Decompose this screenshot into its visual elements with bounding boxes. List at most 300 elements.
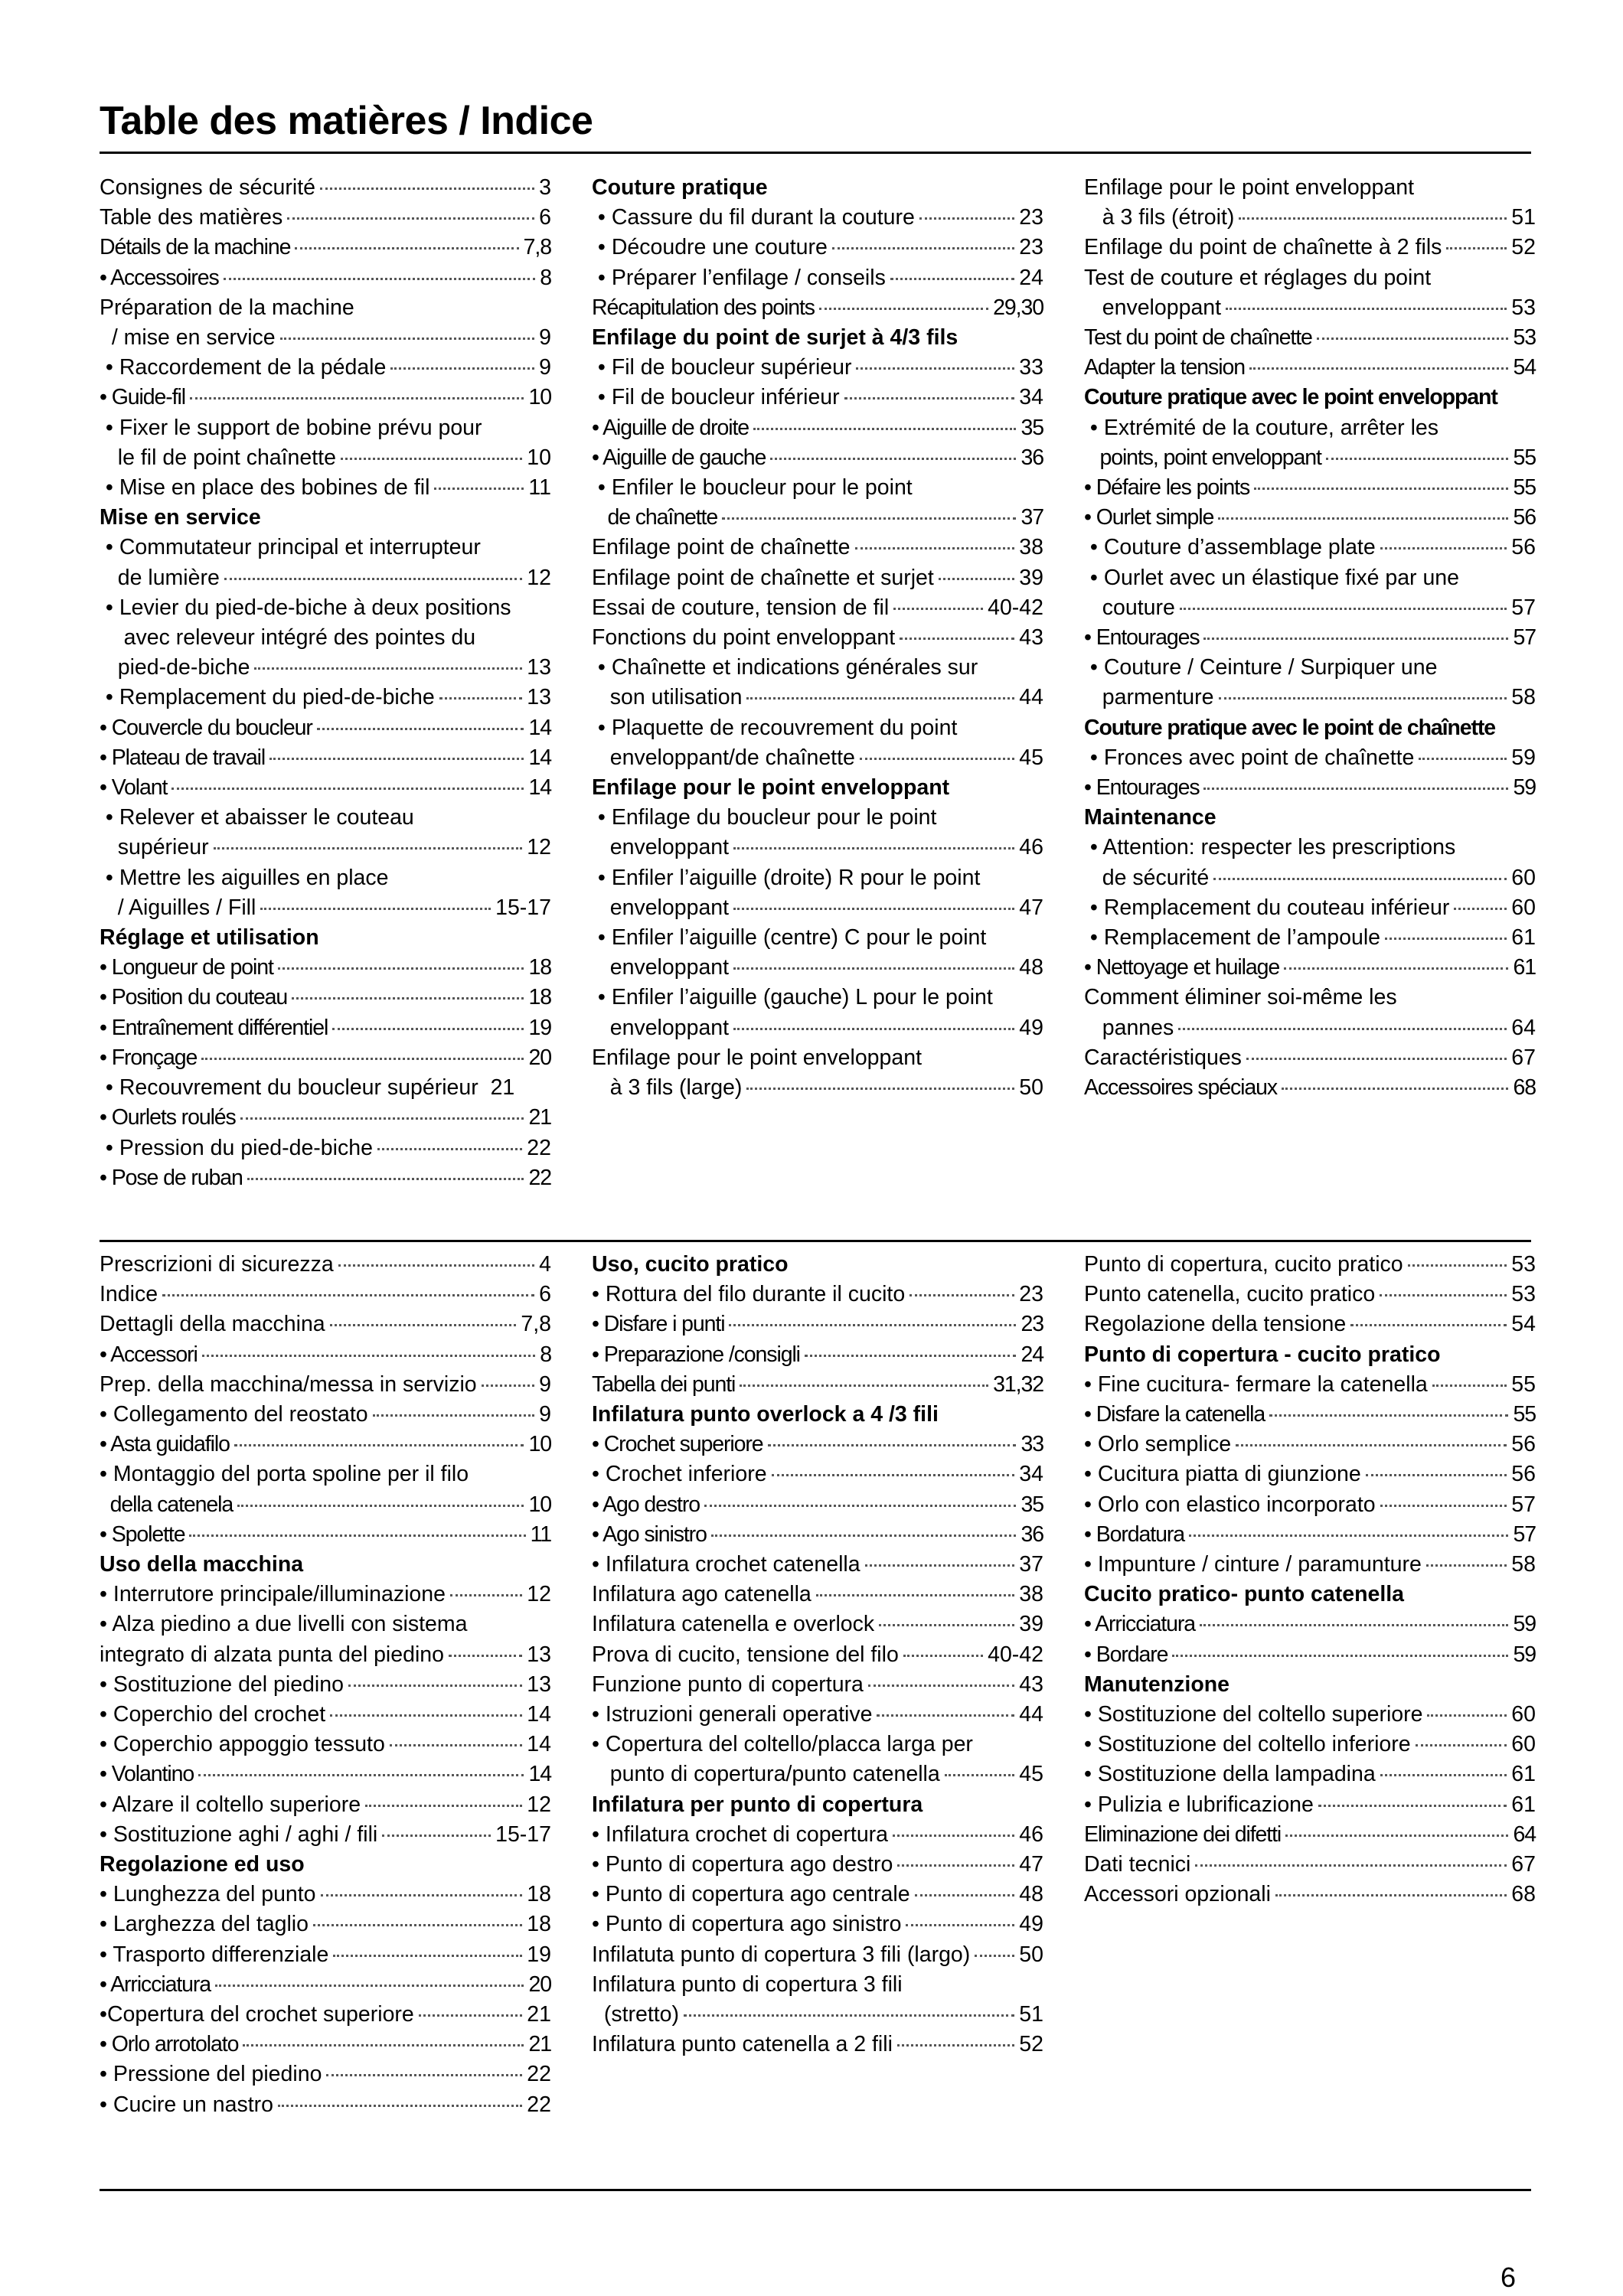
dot-leader	[348, 1684, 522, 1687]
toc-entry-text: • Mise en place des bobines de fil	[100, 475, 430, 501]
toc-page-number: 45	[1019, 1762, 1043, 1787]
toc-entry-text: • Sostituzione del piedino	[100, 1671, 344, 1697]
dot-leader	[1172, 1655, 1508, 1657]
dot-leader	[1427, 1714, 1507, 1717]
toc-entry-text: de chaînette	[592, 505, 718, 530]
toc-entry-text: • Bordare	[1084, 1642, 1168, 1667]
toc-entry-line: • Enfiler l’aiguille (gauche) L pour le point	[592, 985, 993, 1010]
dot-leader	[704, 1505, 1017, 1507]
toc-entry-text: • Nettoyage et huilage	[1084, 955, 1280, 980]
toc-entry-text: • Cucire un nastro	[100, 2092, 273, 2117]
dot-leader	[1318, 1805, 1507, 1807]
toc-section-heading: Maintenance	[1084, 805, 1216, 830]
dot-leader	[317, 728, 524, 730]
dot-leader	[722, 517, 1016, 520]
toc-entry-line: • Fixer le support de bobine prévu pour	[100, 415, 482, 440]
toc-entry	[592, 893, 1043, 923]
toc-entry	[592, 533, 1043, 563]
toc-page-number: 60	[1511, 895, 1536, 920]
toc-entry	[100, 1103, 551, 1133]
toc-entry-text: • Coperchio del crochet	[100, 1702, 326, 1727]
dot-leader	[1219, 697, 1507, 700]
dot-leader	[269, 758, 524, 760]
toc-entry	[100, 1880, 551, 1910]
toc-entry-text: enveloppant/de chaînette	[592, 745, 855, 770]
dot-leader	[1282, 1088, 1508, 1090]
toc-page-number: 68	[1513, 1075, 1536, 1101]
dot-leader	[377, 1148, 522, 1150]
toc-entry	[100, 1133, 551, 1163]
toc-page-number: 20	[528, 1045, 551, 1070]
toc-entry	[592, 1700, 1043, 1730]
dot-leader	[224, 578, 522, 580]
page-title: Table des matières / Indice	[100, 99, 593, 143]
toc-entry	[1084, 323, 1536, 353]
toc-section-heading: Réglage et utilisation	[100, 925, 319, 951]
toc-page-number: 48	[1019, 955, 1043, 980]
toc-entry	[100, 2060, 551, 2089]
toc-page-number: 57	[1511, 1492, 1536, 1517]
dot-leader	[1218, 517, 1508, 520]
toc-entry	[100, 1013, 551, 1043]
toc-entry-text: Punto di copertura, cucito pratico	[1084, 1252, 1403, 1277]
toc-entry-line: • Plaquette de recouvrement du point	[592, 715, 958, 740]
toc-page-number: 53	[1511, 1252, 1536, 1277]
toc-entry-line: • Commutateur principal et interrupteur	[100, 535, 481, 560]
toc-entry	[100, 1309, 551, 1339]
toc-entry-text: supérieur	[100, 835, 209, 860]
toc-page-number: 12	[527, 1792, 551, 1817]
toc-entry-text: enveloppant	[592, 955, 730, 980]
toc-page-number: 13	[527, 1642, 551, 1667]
dot-leader	[816, 1594, 1015, 1596]
toc-entry	[1084, 1520, 1536, 1550]
toc-entry-text: punto di copertura/punto catenella	[592, 1762, 940, 1787]
toc-page-number: 43	[1019, 1671, 1043, 1697]
toc-entry-text: • Fil de boucleur supérieur	[592, 355, 852, 380]
toc-page-number: 14	[528, 1762, 551, 1787]
toc-page-number: 64	[1513, 1821, 1536, 1847]
dot-leader	[733, 847, 1014, 850]
toc-page-number: 12	[527, 1582, 551, 1607]
toc-entry	[592, 743, 1043, 773]
toc-entry	[592, 1520, 1043, 1550]
toc-page-number: 56	[1511, 1432, 1536, 1457]
toc-entry-text: • Accessoires	[100, 265, 219, 290]
toc-entry	[592, 2000, 1043, 2030]
toc-entry-text: Funzione punto di copertura	[592, 1671, 864, 1697]
toc-entry-text: • Crochet superiore	[592, 1432, 763, 1457]
toc-section-heading: Couture pratique avec le point enveloppant	[1084, 385, 1497, 410]
toc-entry	[1084, 923, 1536, 953]
toc-entry-text: • Préparer l’enfilage / conseils	[592, 265, 886, 290]
toc-page-number: 64	[1511, 1015, 1536, 1040]
toc-entry	[100, 1280, 551, 1309]
dot-leader	[1446, 247, 1507, 249]
toc-entry	[100, 1520, 551, 1550]
toc-entry	[592, 1940, 1043, 1970]
toc-entry-text: • Longueur de point	[100, 955, 273, 980]
dot-leader	[711, 1534, 1017, 1537]
toc-page-number: 14	[527, 1732, 551, 1757]
toc-page-number: 52	[1019, 2032, 1043, 2057]
toc-entry-text: Eliminazione dei difetti	[1084, 1821, 1282, 1847]
toc-page-number: 23	[1019, 1282, 1043, 1307]
toc-page-number: 10	[528, 1492, 551, 1517]
dot-leader	[915, 1894, 1015, 1896]
dot-leader	[439, 697, 523, 700]
toc-entry	[592, 1073, 1043, 1103]
toc-entry	[592, 1459, 1043, 1489]
toc-entry-line: • Enfilage du boucleur pour le point	[592, 805, 937, 830]
toc-entry	[100, 173, 551, 203]
toc-entry	[592, 1880, 1043, 1910]
toc-page-number: 14	[527, 1702, 551, 1727]
toc-entry-line: • Relever et abaisser le couteau	[100, 805, 414, 830]
toc-entry-line: avec releveur intégré des pointes du	[100, 625, 476, 651]
toc-page-number: 53	[1513, 325, 1536, 351]
toc-page-number: 44	[1019, 1702, 1043, 1727]
toc-entry-text: pannes	[1084, 1015, 1174, 1040]
toc-entry-text: • Entourages	[1084, 775, 1200, 801]
dot-leader	[844, 397, 1015, 400]
dot-leader	[280, 338, 534, 340]
toc-entry-line: • Chaînette et indications générales sur	[592, 655, 978, 680]
toc-entry-text: Enfilage point de chaînette et surjet	[592, 565, 934, 590]
toc-entry-line: Test de couture et réglages du point	[1084, 265, 1432, 290]
toc-entry-text: • Pose de ruban	[100, 1165, 243, 1190]
toc-entry-text: Test du point de chaînette	[1084, 325, 1312, 351]
toc-page-number: 68	[1511, 1882, 1536, 1907]
toc-entry-text: Récapitulation des points	[592, 295, 815, 320]
dot-leader	[234, 1444, 524, 1446]
toc-page-number: 55	[1513, 445, 1536, 470]
toc-page-number: 8	[540, 265, 551, 290]
toc-entry	[1084, 1730, 1536, 1760]
toc-page-number: 23	[1019, 205, 1043, 230]
dot-leader	[202, 1355, 535, 1357]
toc-entry	[592, 1850, 1043, 1880]
toc-entry	[100, 263, 551, 293]
toc-entry	[1084, 773, 1536, 803]
toc-page-number: 47	[1019, 1852, 1043, 1877]
toc-page-number: 49	[1019, 1015, 1043, 1040]
toc-page-number: 67	[1511, 1045, 1536, 1070]
toc-entry-text: • Coperchio appoggio tessuto	[100, 1732, 385, 1757]
toc-page-number: 67	[1511, 1852, 1536, 1877]
toc-entry	[592, 1013, 1043, 1043]
toc-page-number: 12	[527, 835, 551, 860]
toc-entry	[1084, 1700, 1536, 1730]
toc-page-number: 57	[1513, 1521, 1536, 1547]
toc-entry	[100, 713, 551, 743]
toc-page-number: 18	[528, 955, 551, 980]
toc-page-number: 20	[528, 1971, 551, 1997]
toc-section-heading: Punto di copertura - cucito pratico	[1084, 1342, 1441, 1367]
toc-entry	[100, 893, 551, 923]
toc-entry-text: enveloppant	[592, 1015, 730, 1040]
toc-entry	[100, 833, 551, 863]
toc-page-number: 51	[1019, 2002, 1043, 2027]
toc-entry	[1084, 1790, 1536, 1820]
dot-leader	[945, 1774, 1015, 1776]
toc-entry-text: • Istruzioni generali operative	[592, 1702, 873, 1727]
dot-leader	[240, 1117, 524, 1120]
toc-entry	[100, 233, 551, 263]
dot-leader	[1213, 878, 1507, 880]
toc-entry-text: • Sostituzione del coltello superiore	[1084, 1702, 1423, 1727]
toc-entry-text: della catenela	[100, 1492, 233, 1517]
dot-leader	[1178, 1028, 1507, 1030]
toc-entry	[1084, 1850, 1536, 1880]
toc-entry	[100, 1970, 551, 2000]
toc-entry-text: • Preparazione /consigli	[592, 1342, 800, 1367]
toc-entry	[100, 1340, 551, 1370]
toc-entry	[100, 1760, 551, 1789]
toc-page-number: 40-42	[988, 1642, 1043, 1667]
toc-entry	[592, 1910, 1043, 1939]
toc-entry	[1084, 293, 1536, 323]
toc-entry	[1084, 533, 1536, 563]
toc-entry	[1084, 1430, 1536, 1459]
toc-entry	[100, 1670, 551, 1700]
dot-leader	[326, 2074, 522, 2076]
toc-entry-text: de lumière	[100, 565, 220, 590]
toc-page-number: 13	[527, 655, 551, 680]
toc-entry-line: • Recouvrement du boucleur supérieur 21	[100, 1075, 515, 1101]
toc-entry-line: • Enfiler l’aiguille (droite) R pour le point	[592, 865, 981, 890]
toc-entry	[592, 443, 1043, 473]
toc-page-number: 4	[539, 1252, 551, 1277]
toc-page-number: 34	[1019, 385, 1043, 410]
toc-entry-text: / mise en service	[100, 325, 276, 351]
dot-leader	[1285, 1835, 1508, 1837]
toc-entry-text: Infilatuta punto di copertura 3 fili (largo)	[592, 1942, 971, 1967]
toc-page-number: 19	[527, 1942, 551, 1967]
toc-page-number: 10	[528, 1432, 551, 1457]
toc-entry-text: • Rottura del filo durante il cucito	[592, 1282, 906, 1307]
toc-entry-text: • Collegamento del reostato	[100, 1402, 368, 1427]
toc-entry-text: Regolazione della tensione	[1084, 1312, 1347, 1337]
toc-page-number: 24	[1020, 1342, 1043, 1367]
toc-entry-text: Adapter la tension	[1084, 355, 1245, 380]
toc-entry	[100, 743, 551, 773]
toc-entry	[592, 1580, 1043, 1609]
toc-entry-text: • Cassure du fil durant la couture	[592, 205, 915, 230]
toc-page-number: 57	[1511, 595, 1536, 620]
dot-leader	[1454, 908, 1507, 910]
toc-entry-line: Comment éliminer soi-même les	[1084, 985, 1397, 1010]
toc-entry-text: • Sostituzione del coltello inferiore	[1084, 1732, 1411, 1757]
toc-page-number: 9	[539, 1402, 551, 1427]
toc-entry	[592, 563, 1043, 593]
toc-entry-text: • Fine cucitura- fermare la catenella	[1084, 1371, 1428, 1397]
toc-entry	[1084, 1309, 1536, 1339]
dot-leader	[243, 2044, 524, 2047]
toc-entry	[100, 953, 551, 983]
toc-page-number: 56	[1511, 535, 1536, 560]
toc-entry-text: • Alzare il coltello superiore	[100, 1792, 361, 1817]
toc-entry-text: • Aiguille de gauche	[592, 445, 766, 470]
toc-page-number: 52	[1511, 235, 1536, 260]
toc-entry	[592, 1340, 1043, 1370]
toc-entry	[592, 1609, 1043, 1639]
toc-page-number: 14	[528, 745, 551, 770]
toc-section-heading: Cucito pratico- punto catenella	[1084, 1582, 1405, 1607]
toc-entry-text: • Remplacement du pied-de-biche	[100, 685, 435, 710]
toc-page-number: 60	[1511, 865, 1536, 890]
toc-entry	[100, 2030, 551, 2060]
toc-entry-text: Indice	[100, 1282, 158, 1307]
toc-entry	[1084, 443, 1536, 473]
toc-entry	[592, 1820, 1043, 1850]
dot-leader	[247, 1178, 524, 1180]
dot-leader	[201, 1058, 524, 1060]
toc-page-number: 50	[1019, 1075, 1043, 1101]
toc-entry	[592, 623, 1043, 653]
toc-entry-text: Détails de la machine	[100, 235, 291, 260]
toc-page-number: 54	[1513, 355, 1536, 380]
toc-page-number: 8	[540, 1342, 551, 1367]
toc-entry	[100, 1400, 551, 1430]
toc-entry-text: • Pulizia e lubrificazione	[1084, 1792, 1314, 1817]
toc-entry-text: • Plateau de travail	[100, 745, 266, 770]
toc-page-number: 53	[1511, 295, 1536, 320]
toc-page-number: 58	[1511, 685, 1536, 710]
toc-page-number: 18	[527, 1912, 551, 1937]
dot-leader	[856, 367, 1014, 370]
toc-entry	[100, 1640, 551, 1670]
dot-leader	[237, 1505, 524, 1507]
toc-entry	[100, 1910, 551, 1939]
toc-entry-text: • Défaire les points	[1084, 475, 1250, 501]
toc-entry-line: • Levier du pied-de-biche à deux positions	[100, 595, 511, 620]
toc-entry-text: integrato di alzata punta del piedino	[100, 1642, 445, 1667]
dot-leader	[330, 1324, 517, 1326]
toc-page-number: 53	[1511, 1282, 1536, 1307]
toc-entry-text: • Entourages	[1084, 625, 1200, 651]
toc-entry-text: • Infilatura crochet di copertura	[592, 1821, 889, 1847]
toc-entry	[592, 233, 1043, 263]
dot-leader	[390, 367, 534, 370]
toc-page-number: 22	[527, 2062, 551, 2087]
toc-entry	[592, 263, 1043, 293]
toc-entry-text: • Ourlets roulés	[100, 1105, 236, 1130]
toc-entry-text: Essai de couture, tension de fil	[592, 595, 890, 620]
dot-leader	[1408, 1264, 1507, 1267]
toc-entry	[1084, 353, 1536, 383]
toc-page-number: 19	[528, 1015, 551, 1040]
toc-entry-text: Tabella dei punti	[592, 1371, 736, 1397]
dot-leader	[287, 217, 534, 220]
toc-entry-text: / Aiguilles / Fill	[100, 895, 256, 920]
toc-page-number: 58	[1511, 1552, 1536, 1577]
toc-page-number: 55	[1513, 475, 1536, 501]
toc-entry	[100, 353, 551, 383]
dot-leader	[1246, 1058, 1507, 1060]
toc-entry-text: • Disfare la catenella	[1084, 1402, 1265, 1427]
toc-entry-text: • Orlo arrotolato	[100, 2032, 239, 2057]
toc-section-heading: Mise en service	[100, 505, 261, 530]
dot-leader	[768, 1444, 1017, 1446]
toc-entry-text: Prep. della macchina/messa in servizio	[100, 1371, 477, 1397]
dot-leader	[805, 1355, 1017, 1357]
dot-leader	[855, 547, 1015, 550]
dot-leader	[1249, 367, 1509, 370]
toc-page-number: 61	[1511, 1762, 1536, 1787]
toc-entry-text: • Volant	[100, 775, 168, 801]
toc-entry	[592, 1490, 1043, 1520]
dot-leader	[1366, 1474, 1507, 1476]
toc-section-heading: Infilatura punto overlock a 4 /3 fili	[592, 1402, 939, 1427]
fr-column-1	[100, 173, 551, 1193]
dot-leader	[1284, 967, 1508, 970]
dot-leader	[1350, 1324, 1507, 1326]
toc-section-heading: Regolazione ed uso	[100, 1852, 305, 1877]
toc-entry-line: Enfilage pour le point enveloppant	[592, 1045, 922, 1070]
toc-page-number: 23	[1020, 1312, 1043, 1337]
toc-entry	[592, 593, 1043, 623]
toc-entry-line: Préparation de la machine	[100, 295, 354, 320]
toc-entry	[1084, 1820, 1536, 1850]
dot-leader	[733, 908, 1014, 910]
dot-leader	[1380, 1505, 1507, 1507]
toc-entry	[100, 1250, 551, 1280]
toc-entry-text: • Interrutore principale/illuminazione	[100, 1582, 446, 1607]
toc-entry	[1084, 503, 1536, 533]
toc-page-number: 56	[1513, 505, 1536, 530]
toc-entry-text: • Fronçage	[100, 1045, 198, 1070]
toc-entry	[1084, 1370, 1536, 1400]
toc-entry	[1084, 1760, 1536, 1789]
dot-leader	[832, 247, 1014, 249]
toc-page-number: 10	[528, 385, 551, 410]
dot-leader	[333, 1955, 522, 1957]
page-number: 6	[1501, 2262, 1517, 2293]
toc-entry	[592, 683, 1043, 713]
toc-page-number: 59	[1513, 775, 1536, 801]
toc-entry-text: • Lunghezza del punto	[100, 1882, 316, 1907]
toc-page-number: 59	[1513, 1642, 1536, 1667]
dot-leader	[903, 1655, 983, 1657]
toc-entry	[100, 1430, 551, 1459]
toc-section-heading: Uso della macchina	[100, 1552, 304, 1577]
toc-entry	[100, 1370, 551, 1400]
dot-leader	[313, 1924, 522, 1926]
toc-entry-line: Infilatura punto di copertura 3 fili	[592, 1971, 903, 1997]
toc-page-number: 54	[1511, 1312, 1536, 1337]
toc-entry	[100, 1790, 551, 1820]
dot-leader	[770, 458, 1016, 460]
dot-leader	[975, 1955, 1014, 1957]
it-column-3	[1084, 1250, 1536, 1910]
toc-page-number: 15-17	[495, 895, 551, 920]
toc-page-number: 50	[1019, 1942, 1043, 1967]
dot-leader	[819, 308, 988, 310]
toc-page-number: 9	[539, 355, 551, 380]
bottom-rule	[100, 2189, 1531, 2191]
dot-leader	[890, 278, 1014, 280]
toc-page-number: 40-42	[988, 595, 1043, 620]
dot-leader	[260, 908, 491, 910]
toc-entry-text: enveloppant	[1084, 295, 1222, 320]
dot-leader	[341, 458, 522, 460]
toc-entry	[1084, 1490, 1536, 1520]
toc-entry	[592, 383, 1043, 413]
toc-entry-text: points, point enveloppant	[1084, 445, 1321, 470]
toc-entry	[1084, 683, 1536, 713]
dot-leader	[1180, 608, 1507, 610]
